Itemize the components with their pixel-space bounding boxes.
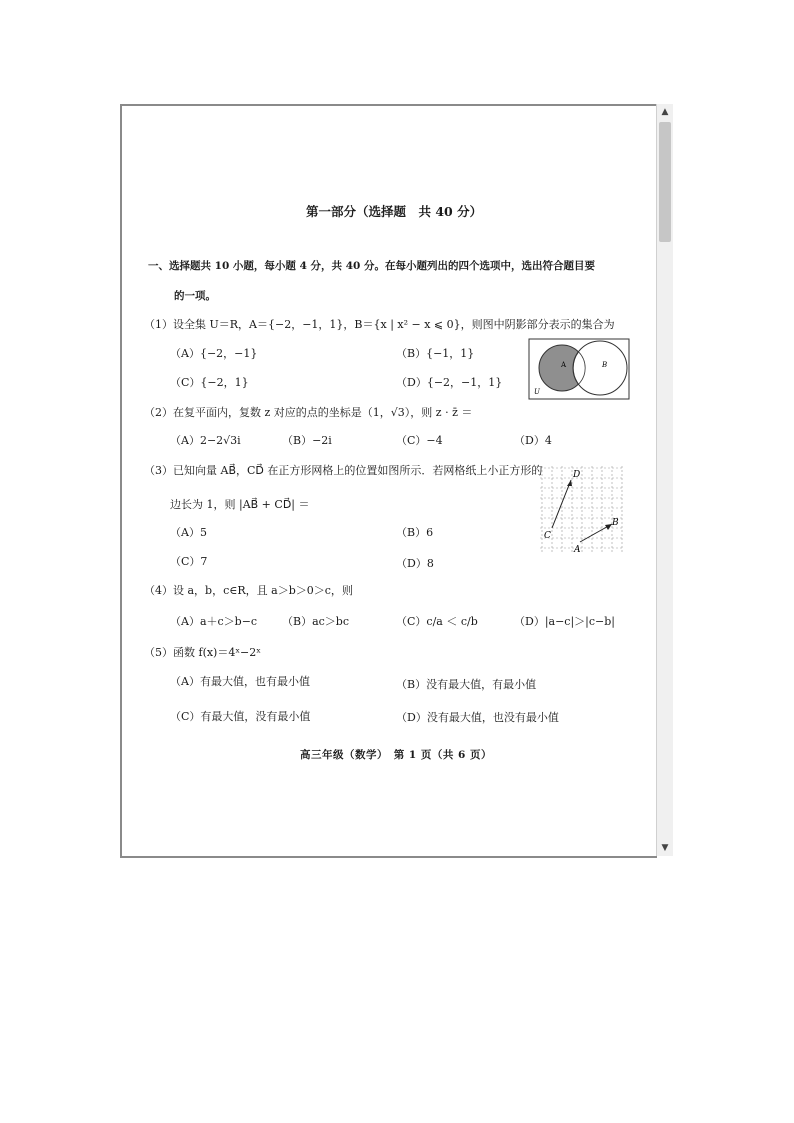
q3-option-a: （A）5 [170,526,207,539]
q2-option-a: （A）2−2√3i [170,434,241,447]
q2-option-b: （B）−2i [282,434,332,447]
label-b: B [612,518,619,528]
q4-option-a: （A）a＋c＞b−c [170,615,258,628]
q5-stem: （5）函数 f(x)＝4ˣ−2ˣ [144,646,261,659]
q1-option-d: （D）{−2，−1，1} [396,376,503,389]
scroll-up-arrow-icon[interactable]: ▲ [661,107,669,117]
q3-option-d: （D）8 [396,557,434,570]
q4-stem: （4）设 a，b，c∈R，且 a＞b＞0＞c，则 [144,584,353,597]
vector-grid-figure [536,462,628,556]
q4-option-b: （B）ac＞bc [282,615,350,628]
q5-option-c: （C）有最大值，没有最小值 [170,710,311,723]
venn-label-u: U [534,388,540,396]
q4-option-d: （D）|a−c|＞|c−b| [514,615,615,628]
q3-option-b: （B）6 [396,526,434,539]
page-footer: 高三年级（数学） 第 1 页（共 6 页） [300,749,492,761]
grid-lines [540,466,624,552]
section-heading-cont: 的一项。 [174,290,216,302]
label-d: D [573,470,581,480]
q2-option-c: （C）−4 [396,434,443,447]
q3-option-c: （C）7 [170,555,208,568]
q3-stem-cont: 边长为 1，则 |AB⃗ + CD⃗| ＝ [170,498,310,511]
scroll-thumb[interactable] [659,122,671,242]
venn-diagram [528,338,630,400]
vertical-scrollbar[interactable] [656,104,673,856]
q1-stem: （1）设全集 U＝R，A＝{−2，−1，1}，B＝{x | x² − x ⩽ 0}，则图中阴影部分表示的集合为 [144,318,615,331]
document-viewer [120,104,657,858]
venn-label-a: A [561,361,567,369]
label-a: A [574,545,581,555]
scroll-down-arrow-icon[interactable]: ▼ [661,843,669,853]
q1-option-a: （A）{−2，−1} [170,347,258,360]
venn-label-b: B [602,361,608,369]
page-title: 第一部分（选择题 共 40 分） [306,204,483,219]
vector-cd [552,480,571,528]
q5-option-b: （B）没有最大值，有最小值 [396,678,537,691]
label-c: C [544,531,551,541]
q3-stem: （3）已知向量 AB⃗，CD⃗ 在正方形网格上的位置如图所示．若网格纸上小正方形的 [144,464,543,477]
q5-option-a: （A）有最大值，也有最小值 [170,675,310,688]
q1-option-b: （B）{−1，1} [396,347,475,360]
q1-option-c: （C）{−2，1} [170,376,249,389]
vector-cd-arrowhead [567,480,572,486]
section-heading: 一、选择题共 10 小题，每小题 4 分，共 40 分。在每小题列出的四个选项中，选出符合题目要 [148,260,595,272]
q2-option-d: （D）4 [514,434,552,447]
q4-option-c: （C）c/a ＜ c/b [396,615,478,628]
q5-option-d: （D）没有最大值，也没有最小值 [396,711,559,724]
q2-stem: （2）在复平面内，复数 z 对应的点的坐标是（1，√3），则 z · z̄ ＝ [144,406,473,419]
